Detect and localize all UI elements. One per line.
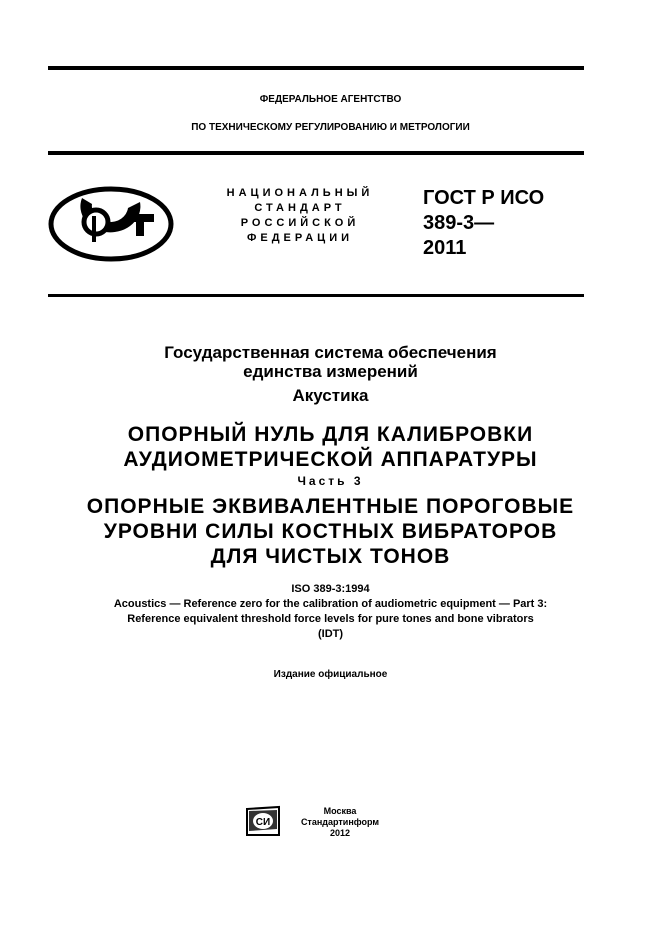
publisher-year: 2012	[329, 828, 351, 838]
publisher-city: Москва	[323, 806, 357, 816]
part-title-2: УРОВНИ СИЛЫ КОСТНЫХ ВИБРАТОРОВ	[103, 520, 558, 543]
standartinform-logo	[245, 805, 281, 837]
header-rule	[48, 151, 584, 155]
code-line: ГОСТ Р ИСО	[423, 187, 545, 209]
top-rule	[48, 66, 584, 70]
agency-line1: ФЕДЕРАЛЬНОЕ АГЕНТСТВО	[259, 94, 402, 105]
part-title-3: ДЛЯ ЧИСТЫХ ТОНОВ	[210, 545, 451, 568]
iso-title-2: Reference equivalent threshold force levels for pure tones and bone vibrators	[127, 613, 534, 625]
nat-line: СТАНДАРТ	[254, 202, 346, 214]
main-title-1: ОПОРНЫЙ НУЛЬ ДЛЯ КАЛИБРОВКИ	[127, 423, 534, 446]
part-label: Часть 3	[297, 474, 364, 488]
publisher-block	[290, 806, 390, 839]
gost-r-logo	[48, 186, 174, 262]
edition-label: Издание официальное	[273, 669, 388, 680]
topic-title: Акустика	[292, 386, 369, 405]
series-title-2: единства измерений	[243, 362, 418, 381]
iso-idt: (IDT)	[317, 628, 344, 640]
part-title-1: ОПОРНЫЕ ЭКВИВАЛЕНТНЫЕ ПОРОГОВЫЕ	[86, 495, 575, 518]
nat-line: РОССИЙСКОЙ	[240, 217, 360, 229]
series-title-1: Государственная система обеспечения	[164, 343, 497, 362]
standard-code	[423, 186, 544, 261]
code-line: 2011	[423, 237, 467, 259]
agency-line2: ПО ТЕХНИЧЕСКОМУ РЕГУЛИРОВАНИЮ И МЕТРОЛОГИИ	[191, 122, 470, 133]
nat-line: ФЕДЕРАЦИИ	[246, 232, 354, 244]
national-standard-label	[200, 186, 400, 246]
nat-line: НАЦИОНАЛЬНЫЙ	[226, 187, 374, 199]
iso-title-1: Acoustics — Reference zero for the calibration of audiometric equipment — Part 3:	[113, 598, 548, 610]
mid-rule	[48, 294, 584, 297]
svg-text:СИ: СИ	[255, 817, 271, 828]
iso-code: ISO 389-3:1994	[291, 583, 370, 595]
main-title-2: АУДИОМЕТРИЧЕСКОЙ АППАРАТУРЫ	[123, 448, 538, 471]
publisher-name: Стандартинформ	[300, 817, 380, 827]
code-line: 389-3—	[423, 212, 495, 234]
